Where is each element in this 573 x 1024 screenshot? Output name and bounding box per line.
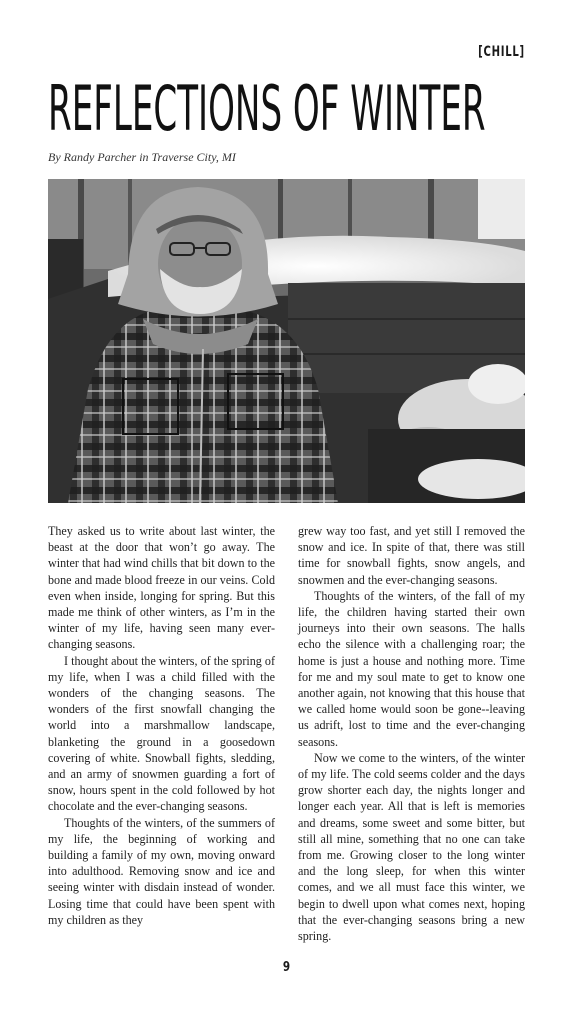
byline: By Randy Parcher in Traverse City, MI [48, 150, 236, 164]
paragraph: I thought about the winters, of the spring of my life, when I was a child filled with the wonders of the changing seasons. The wonders of the first snowfall changing the world into a marshmallow landscape, blanketing the ground in a goosedown covering of white. Snowball fights, sledding, and an army of snowmen guarding a fort of snow, hours spent in the cold followed by hot chocolate and the ever-changing seasons. [48, 653, 275, 814]
column-left [48, 523, 275, 953]
article-photo [48, 179, 525, 503]
paragraph: Now we come to the winters, of the winter of my life. The cold seems colder and the days grow shorter each day, the nights longer and longer each year. All that is left is memories and dreams, some sweet and some bitter, but still all mine, something that no one can take from me. Growing closer to the long winter and the long sleep, for when this winter comes, and we all must face this winter, we begin to dwell upon what comes next, hoping that the ever-changing seasons bring a new spring. [298, 750, 525, 944]
section-tag: [CHILL] [478, 44, 525, 60]
column-right [298, 523, 525, 953]
article-body [48, 523, 525, 953]
paragraph: They asked us to write about last winter, the beast at the door that won’t go away. The winter that had wind chills that bit down to the bone and made blood freeze in our veins. Cold even when inside, longing for spring. But this made me think of other winters, as I’m in the winter of my life, having seen many ever-changing seasons. [48, 524, 275, 652]
paragraph: Thoughts of the winters, of the summers of my life, the beginning of working and building a family of my own, moving onward into adulthood. Removing snow and ice and seeing winter with disdain instead of wonder. Losing time that could have been spent with my children as they [48, 815, 275, 927]
paragraph: grew way too fast, and yet still I removed the snow and ice. In spite of that, there was still time for snowball fights, snow angels, and snowmen and the ever-changing seasons. [298, 524, 525, 587]
paragraph: Thoughts of the winters, of the fall of my life, the children having started their own journeys into their own seasons. The halls echo the silence with a challenging roar; the home is just a house and nothing more. Time for me and my soul mate to get to know one another again, not knowing that this house that we called home would soon be gone--leaving us adrift, lost to time and the ever-changing seasons. [298, 588, 525, 749]
page-title: REFLECTIONS OF WINTER [48, 72, 486, 145]
page-number: 9 [282, 960, 291, 975]
photo-icon [48, 179, 525, 503]
